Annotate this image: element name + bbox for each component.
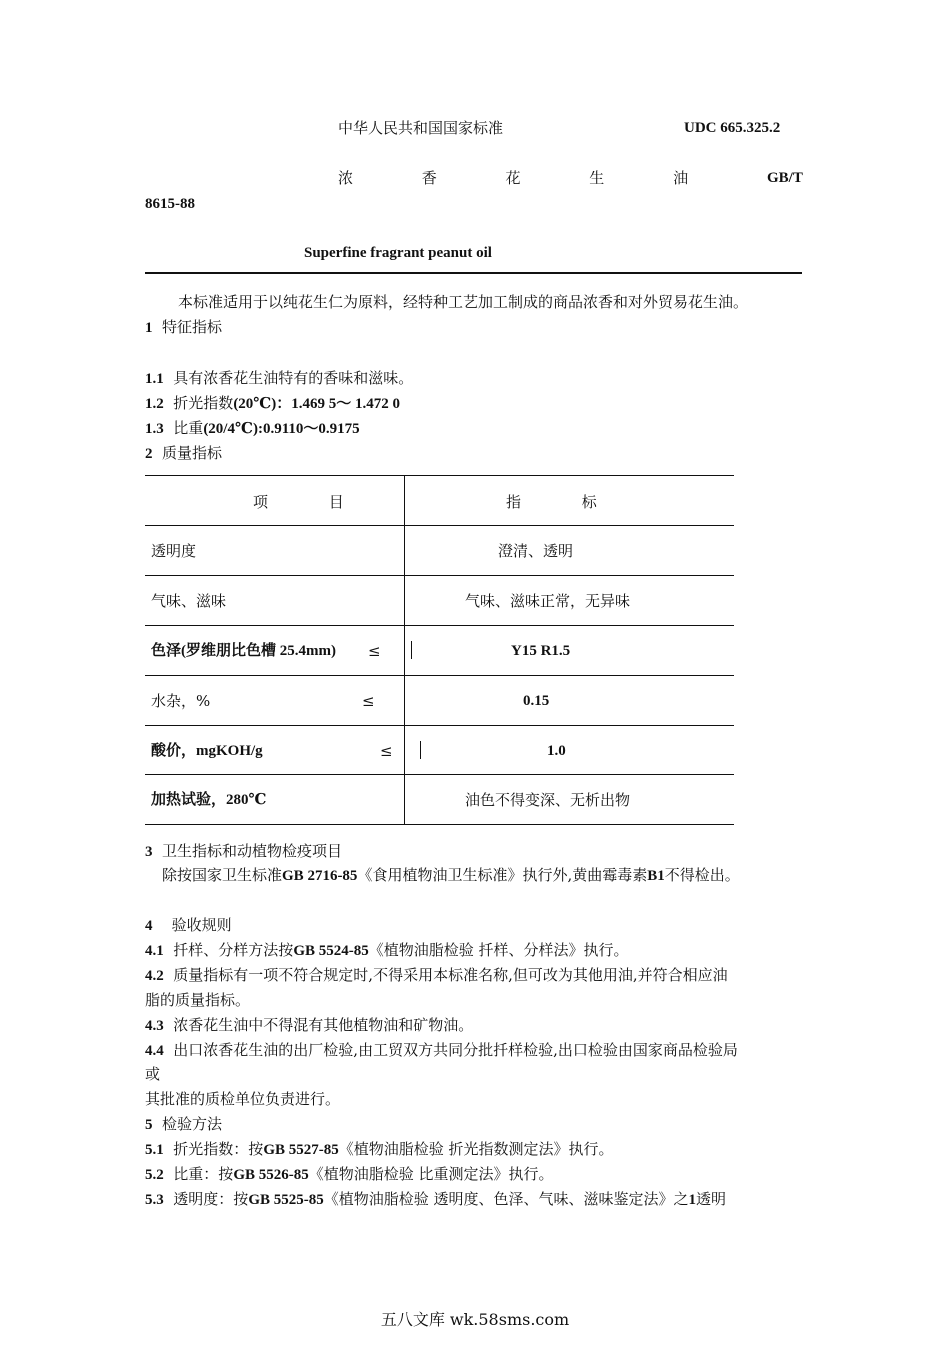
item-1-2-value: (20℃)：1.469 5～ 1.472 0 — [233, 396, 401, 412]
item-1-3-text: 比重 — [173, 419, 204, 437]
table-row-item: 酸价，mgKOH/g — [151, 743, 263, 759]
section4-number: 4 — [145, 918, 153, 934]
standard-number-part2: 8615-88 — [145, 196, 195, 212]
section3-text: 除按国家卫生标准 — [162, 866, 283, 884]
section4-heading — [145, 915, 232, 936]
table-column-divider — [411, 641, 412, 659]
item-1-1 — [145, 368, 413, 389]
section5-number: 5 — [145, 1117, 153, 1133]
item-4-2-cont: 脂的质量指标。 — [145, 991, 251, 1009]
item-5-1-text: 《植物油脂检验 折光指数测定法》执行。 — [338, 1140, 614, 1158]
item-4-2 — [145, 965, 728, 986]
section5-title: 检验方法 — [162, 1115, 223, 1133]
item-5-3-std: GB 5525-85 — [248, 1192, 324, 1208]
title-en: Superfine fragrant peanut oil — [304, 245, 492, 261]
udc-code: UDC 665.325.2 — [684, 120, 781, 136]
section3-body — [162, 865, 740, 886]
item-4-4-cont: 其批准的质检单位负责进行。 — [145, 1090, 341, 1108]
item-5-3-text: 《植物油脂检验 透明度、色泽、气味、滋味鉴定法》之 — [323, 1190, 689, 1208]
table-row-symbol: ≤ — [368, 642, 381, 660]
section1-heading — [145, 317, 222, 338]
item-5-2-number: 5.2 — [145, 1167, 164, 1183]
item-4-4-cont: 或 — [145, 1065, 161, 1083]
title-cn-text: 浓 香 花 生 油 — [338, 169, 721, 187]
section5-heading — [145, 1114, 222, 1135]
table-row-value: Y15 R1.5 — [511, 643, 571, 659]
item-5-2 — [145, 1164, 554, 1185]
table-row-item: 透明度 — [151, 542, 197, 560]
item-4-1-std: GB 5524-85 — [293, 943, 369, 959]
section3-heading — [145, 841, 342, 862]
table-row-item: 色泽(罗维朋比色槽 25.4mm) — [151, 643, 336, 659]
item-4-4-text: 出口浓香花生油的出厂检验,由工贸双方共同分批扦样检验,出口检验由国家商品检验局 — [173, 1041, 738, 1059]
item-5-3-text: 透明 — [696, 1190, 727, 1208]
table-rule — [145, 774, 734, 775]
section2-number: 2 — [145, 446, 153, 462]
item-4-2-text: 质量指标有一项不符合规定时,不得采用本标准名称,但可改为其他用油,并符合相应油 — [173, 966, 728, 984]
item-5-1-std: GB 5527-85 — [263, 1142, 339, 1158]
item-5-1 — [145, 1139, 614, 1160]
header-divider — [145, 272, 802, 274]
item-4-3 — [145, 1015, 473, 1036]
table-rule — [145, 824, 734, 825]
table-row-value: 澄清、透明 — [498, 542, 574, 560]
section3-std: GB 2716-85 — [282, 868, 358, 884]
item-5-2-text: 比重：按 — [173, 1165, 234, 1183]
item-4-3-text: 浓香花生油中不得混有其他植物油和矿物油。 — [173, 1016, 474, 1034]
table-row-symbol: ≤ — [362, 692, 375, 710]
item-4-4 — [145, 1040, 738, 1061]
item-5-3-number: 5.3 — [145, 1192, 164, 1208]
section2-heading — [145, 443, 222, 464]
section3-text: 不得检出。 — [664, 866, 740, 884]
table-row-value: 油色不得变深、无析出物 — [465, 791, 631, 809]
table-header-value — [506, 492, 625, 512]
item-1-3-number: 1.3 — [145, 421, 164, 437]
item-5-3-num: 1 — [688, 1192, 697, 1208]
table-rule — [145, 575, 734, 576]
table-column-divider — [420, 741, 421, 759]
table-rule — [145, 525, 734, 526]
item-1-3 — [145, 418, 360, 439]
item-1-2-text: 折光指数 — [173, 394, 234, 412]
item-4-1-text: 《植物油脂检验 扦样、分样法》执行。 — [368, 941, 629, 959]
table-header-item — [253, 492, 372, 512]
intro-paragraph: 本标准适用于以纯花生仁为原料，经特种工艺加工制成的商品浓香和对外贸易花生油。 — [178, 293, 749, 311]
section3-b1: B1 — [647, 868, 665, 884]
item-5-2-text: 《植物油脂检验 比重测定法》执行。 — [308, 1165, 554, 1183]
item-1-2-number: 1.2 — [145, 396, 164, 412]
section4-title: 验收规则 — [171, 916, 232, 934]
country-standard-title: 中华人民共和国国家标准 — [338, 119, 504, 137]
table-row-value: 气味、滋味正常，无异味 — [465, 592, 631, 610]
section3-number: 3 — [145, 844, 153, 860]
item-4-1 — [145, 940, 629, 961]
table-row-item: 加热试验，280℃ — [151, 792, 267, 808]
footer-watermark: 五八文库 wk.58sms.com — [380, 1310, 570, 1329]
table-row-item: 水杂，% — [151, 692, 211, 710]
item-5-3-text: 透明度：按 — [173, 1190, 249, 1208]
section1-title: 特征指标 — [162, 318, 223, 336]
item-4-4-number: 4.4 — [145, 1043, 164, 1059]
item-4-1-text: 扦样、分样方法按 — [173, 941, 294, 959]
item-1-1-number: 1.1 — [145, 371, 164, 387]
section1-number: 1 — [145, 320, 153, 336]
item-1-3-value: (20/4℃):0.9110～0.9175 — [203, 421, 360, 437]
table-rule — [145, 675, 734, 676]
section3-text: 《食用植物油卫生标准》执行外,黄曲霉毒素 — [357, 866, 648, 884]
table-row-symbol: ≤ — [380, 742, 393, 760]
item-1-1-text: 具有浓香花生油特有的香味和滋味。 — [173, 369, 414, 387]
item-4-3-number: 4.3 — [145, 1018, 164, 1034]
table-header-item-text: 项 目 — [253, 493, 372, 511]
title-cn — [338, 168, 720, 188]
item-5-3 — [145, 1189, 726, 1210]
item-5-2-std: GB 5526-85 — [233, 1167, 309, 1183]
item-1-2 — [145, 393, 400, 414]
table-rule — [145, 725, 734, 726]
item-4-2-number: 4.2 — [145, 968, 164, 984]
table-rule — [145, 625, 734, 626]
section2-title: 质量指标 — [162, 444, 223, 462]
table-header-value-text: 指 标 — [506, 493, 625, 511]
item-5-1-number: 5.1 — [145, 1142, 164, 1158]
table-row-value: 1.0 — [547, 743, 566, 759]
table-column-divider — [404, 475, 405, 825]
table-row-item: 气味、滋味 — [151, 592, 227, 610]
table-row-value: 0.15 — [523, 693, 550, 709]
table-rule — [145, 475, 734, 476]
section3-title: 卫生指标和动植物检疫项目 — [162, 842, 343, 860]
item-5-1-text: 折光指数：按 — [173, 1140, 264, 1158]
item-4-1-number: 4.1 — [145, 943, 164, 959]
standard-number-part1: GB/T — [767, 170, 803, 186]
